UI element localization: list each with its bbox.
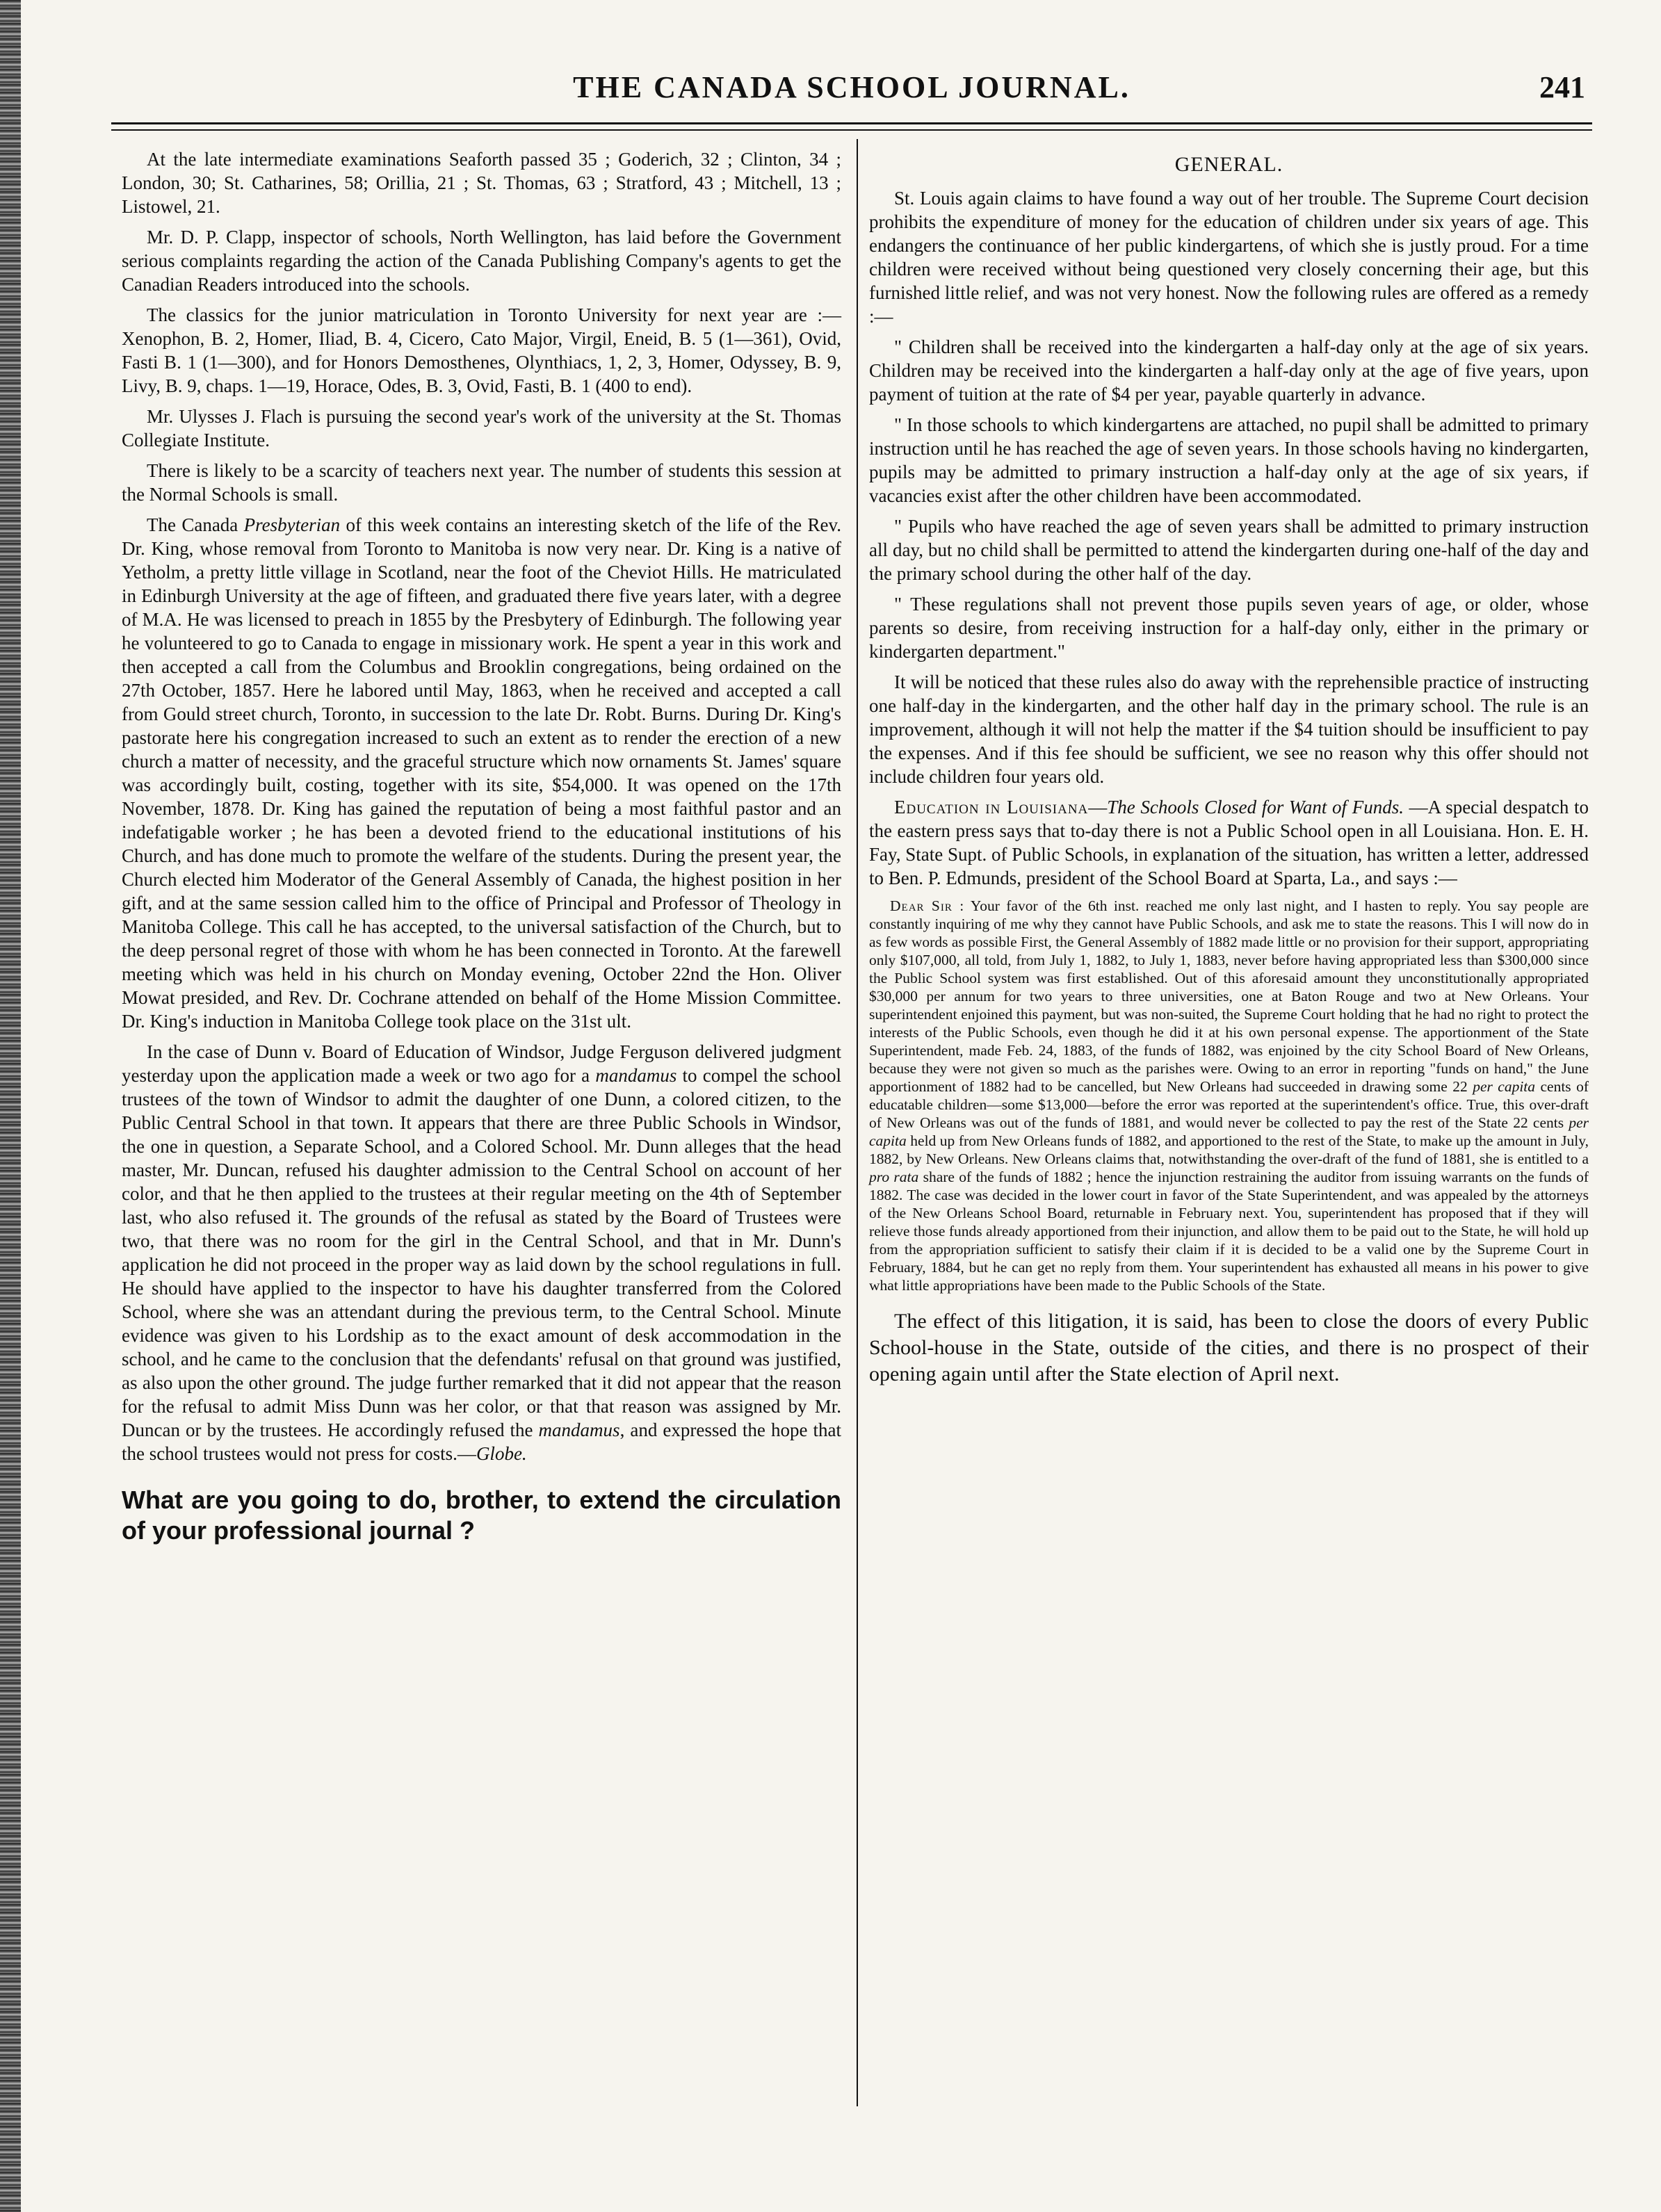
per-capita-italic-2: per capita xyxy=(869,1114,1589,1149)
quote-rule-seven-years: " In those schools to which kindergartens are attached, no pupil shall be admitted to primary instruction until he has reached the age of seven years. In those schools having no kindergarten, pupils may be admitted to primary instruction a half-day only at the age of six years, if vacancies exist after the other children have been accommodated. xyxy=(869,414,1589,506)
circulation-appeal: What are you going to do, brother, to extend the circulation of your professional journal ? xyxy=(122,1486,841,1545)
column-divider xyxy=(857,139,858,2106)
louisiana-subtitle: The Schools Closed for Want of Funds. xyxy=(1107,797,1404,818)
paragraph-intermediate-exams: At the late intermediate examinations Seaforth passed 35 ; Goderich, 32 ; Clinton, 34 ; London, 30; St. Catharines, 58; Orillia, 21 ; St. Thomas, 63 ; Stratford, 43 ; Mitchell, 13 ; Listowel, 21. xyxy=(122,149,841,217)
mandamus-italic-1: mandamus xyxy=(595,1065,677,1086)
paragraph-flach: Mr. Ulysses J. Flach is pursuing the second year's work of the university at the St. Thomas Collegiate Institute. xyxy=(122,406,841,450)
paragraph-dunn-case xyxy=(122,1040,841,1465)
louisiana-dash: — xyxy=(1088,797,1108,818)
letter-from-superintendent xyxy=(869,897,1589,1294)
mandamus-italic-2: mandamus xyxy=(538,1420,620,1440)
section-heading-general: GENERAL. xyxy=(1174,153,1283,176)
paragraph-teacher-scarcity: There is likely to be a scarcity of teachers next year. The number of students this session at the Normal Schools is small. xyxy=(122,460,841,505)
dunn-text-c: , and expressed the hope that the school trustees would not press for costs.— xyxy=(122,1420,841,1464)
letter-text-d: share of the funds of 1882 ; hence the injunction restraining the auditor from issuing warrants on the funds of 1882. The case was decided in the lower court in favor of the State Superintendent, and was appealed by the attorneys of the New Orleans School Board, returnable in February next. You, superintendent has proposed that if they will relieve those funds already apportioned from their injunction, and allow them to be paid out to the State, he will hold up from the appropriation sufficient to satisfy their claim if it is decided to be a valid one by the Supreme Court in February, 1884, but he can get no reply from them. Your superintendent has exhausted all means in his power to give what little appropriations have been made to the Public Schools of the State. xyxy=(869,1169,1589,1294)
pro-rata-italic: pro rata xyxy=(869,1169,919,1185)
louisiana-body: —A special despatch to the eastern press says that to-day there is not a Public School open in all Louisiana. Hon. E. H. Fay, State Supt. of Public Schools, in explanation of the situation, has written a letter, addressed to Ben. P. Edmunds, president of the School Board at Sparta, La., and says :— xyxy=(869,797,1589,888)
header-rule-top xyxy=(111,122,1592,124)
journal-title: THE CANADA SCHOOL JOURNAL. xyxy=(573,70,1131,104)
page-number: 241 xyxy=(1539,70,1585,104)
dr-king-text-b: of this week contains an interesting sketch of the life of the Rev. Dr. King, whose removal from Toronto to Manitoba is now very near. Dr. King is a native of Yetholm, a pretty little village in Scotland, near the foot of the Cheviot Hills. He matriculated in Edinburgh University at the age of fifteen, and graduated there five years later, with a degree of M.A. He was licensed to preach in 1855 by the Presbytery of Edinburgh. The following year he volunteered to go to Canada to engage in missionary work. He spent a year in this work and then accepted a call from the Columbus and Brooklin congregations, being ordained on the 27th October, 1857. Here he labored until May, 1863, when he received and accepted a call from Gould street church, Toronto, in succession to the late Dr. Robt. Burns. During Dr. King's pastorate here his congregation increased to such an extent as to render the erection of a new church a matter of necessity, and the graceful structure which now ornaments St. James' square was accordingly built, costing, together with its site, $54,000. It was opened on the 17th November, 1878. Dr. King has gained the reputation of being a most faithful pastor and an indefatigable worker ; he has been a devoted friend to the educational institutions of his Church, and has done much to promote the welfare of the students. During the present year, the Church elected him Moderator of the General Assembly of Canada, the highest position in her gift, and at the same session called him to the office of Principal and Professor of Theology in Manitoba College. This call he has accepted, to the universal satisfaction of the Church, but to the deep personal regret of those with whom he has been connected in Toronto. At the farewell meeting which was held in his church on Monday evening, October 22nd the Hon. Oliver Mowat presided, and Rev. Dr. Cochrane attended on behalf of the Home Mission Committee. Dr. King's induction in Manitoba College took place on the 31st ult. xyxy=(122,514,842,1032)
paragraph-rules-commentary: It will be noticed that these rules also do away with the reprehensible practice of instructing one half-day in the kindergarten, and the other half day in the primary school. The rule is an improvement, although it will not help the matter if the $4 tuition should be insufficient to pay the expenses. And if this fee should be sufficient, we see no reason why this offer should not include children four years old. xyxy=(869,672,1589,787)
paragraph-classics-matriculation: The classics for the junior matriculation in Toronto University for next year are :—Xenophon, B. 2, Homer, Iliad, B. 4, Cicero, Cato Major, Virgil, Eneid, B. 5 (1—361), Ovid, Fasti B. 1 (1—300), and for Honors Demosthenes, Olynthiacs, 1, 2, 3, Homer, Odyssey, B. 9, Livy, B. 9, chaps. 1—19, Horace, Odes, B. 3, Ovid, Fasti, B. 1 (400 to end). xyxy=(122,304,841,396)
quote-rule-all-day: " Pupils who have reached the age of seven years shall be admitted to primary instruction all day, but no child shall be permitted to attend the kindergarten during one-half of the day and the primary school during the other half of the day. xyxy=(869,516,1589,584)
dunn-text-a: In the case of Dunn v. Board of Education of Windsor, Judge Ferguson delivered judgment yesterday upon the application made a week or two ago for a xyxy=(122,1041,841,1086)
dr-king-text-a: The Canada xyxy=(147,514,244,535)
running-header xyxy=(111,70,1592,104)
per-capita-italic-1: per capita xyxy=(1473,1078,1536,1095)
paragraph-clapp-complaints: Mr. D. P. Clapp, inspector of schools, North Wellington, has laid before the Government serious complaints regarding the action of the Canada Publishing Company's agents to get the Canadian Readers introduced into the schools. xyxy=(122,227,841,295)
paragraph-education-louisiana xyxy=(869,795,1589,890)
left-column xyxy=(122,147,841,1546)
paragraph-st-louis: St. Louis again claims to have found a way out of her trouble. The Supreme Court decision prohibits the expenditure of money for the education of children under six years of age. This endangers the continuance of her public kindergartens, of which she is justly proud. For a time children were received without being questioned very closely concerning their age, but this furnished little relief, and was not very honest. Now the following rules are offered as a remedy :— xyxy=(869,188,1589,327)
page-binding-edge xyxy=(0,0,21,2212)
quote-rule-half-day: " These regulations shall not prevent those pupils seven years of age, or older, whose parents so desire, from receiving instruction for a half-day only, either in the primary or kindergarten department." xyxy=(869,594,1589,662)
header-rule-bottom xyxy=(111,129,1592,131)
dunn-text-b: to compel the school trustees of the town of Windsor to admit the daughter of one Dunn, a colored citizen, to the Public Central School in that town. It appears that there are three Public Schools in Windsor, the one in question, a Separate School, and a Colored School. Mr. Dunn alleges that the head master, Mr. Duncan, refused his daughter admission to the Central School on account of her color, and that he then applied to the trustees at their regular meeting on the 4th of September last, who also refused it. The grounds of the refusal as stated by the Board of Trustees were two, that there was no room for the girl in the Central School, and that in Mr. Dunn's application he did not proceed in the proper way as laid down by the school regulations in full. He should have applied to the inspector to have his daughter transferred from the Colored School, where she was an attendant during the previous term, to the Central School. Minute evidence was given to his Lordship as to the exact amount of desk accommodation in the school, and he came to the conclusion that the defendants' refusal on that ground was justified, as also upon the other ground. The judge further remarked that it did not appear that the reason for the refusal to admit Miss Dunn was her color, or that that reason was assigned by Mr. Duncan or by the trustees. He accordingly refused the xyxy=(122,1065,842,1440)
louisiana-run-in-head: Education in Louisiana xyxy=(894,797,1089,818)
letter-text-a: Your favor of the 6th inst. reached me only last night, and I hasten to reply. You say people are constantly inquiring of me why they cannot have Public Schools, and ask me to state the reasons. This I will now do in as few words as possible First, the General Assembly of 1882 made little or no provision for their support, appropriating only $107,000, all told, from July 1, 1882, to July 1, 1883, never before having appropriated less than $300,000 since the Public School system was first established. Out of this aforesaid amount they unconstitutionally appropriated $30,000 per annum for two years to three universities, one at Baton Rouge and two at New Orleans. Your superintendent enjoined this payment, but was non-suited, the Supreme Court holding that he had no right to protect the interests of the Public Schools, even though he did it at his own personal expense. The apportionment of the State Superintendent, made Feb. 24, 1883, of the funds of 1882, was enjoined by the city School Board of New Orleans, because they were not given so much as the parishes were. Owing to an error in reporting "funds on hand," the June apportionment of 1882 had to be cancelled, but New Orleans had succeeded in drawing some 22 xyxy=(869,897,1589,1095)
presbyterian-italic: Presbyterian xyxy=(243,514,341,535)
quote-rule-six-years: " Children shall be received into the kindergarten a half-day only at the age of six years. Children may be received into the kindergarten a half-day only at the age of five years, upon payment of tuition at the rate of $4 per year, payable quarterly in advance. xyxy=(869,336,1589,405)
letter-text-b: cents of educatable children—some $13,000—before the error was reported at the superintendent's office. True, this over-draft of New Orleans was out of the funds of 1881, and would never be collected to pay the rest of the State 22 cents xyxy=(869,1078,1589,1131)
paragraph-litigation-effect: The effect of this litigation, it is said, has been to close the doors of every Public School-house in the State, outside of the cities, and there is no prospect of their opening again until after the State election of April next. xyxy=(869,1310,1589,1385)
paragraph-dr-king xyxy=(122,513,841,1033)
globe-credit: Globe. xyxy=(476,1443,527,1464)
letter-text-c: held up from New Orleans funds of 1882, and apportioned to the rest of the State, to make up the amount in July, 1882, by New Orleans. New Orleans claims that, notwithstanding the over-draft of the fund of 1881, she is entitled to a xyxy=(869,1132,1589,1167)
letter-salutation: Dear Sir : xyxy=(890,897,965,914)
right-column xyxy=(869,147,1589,1408)
